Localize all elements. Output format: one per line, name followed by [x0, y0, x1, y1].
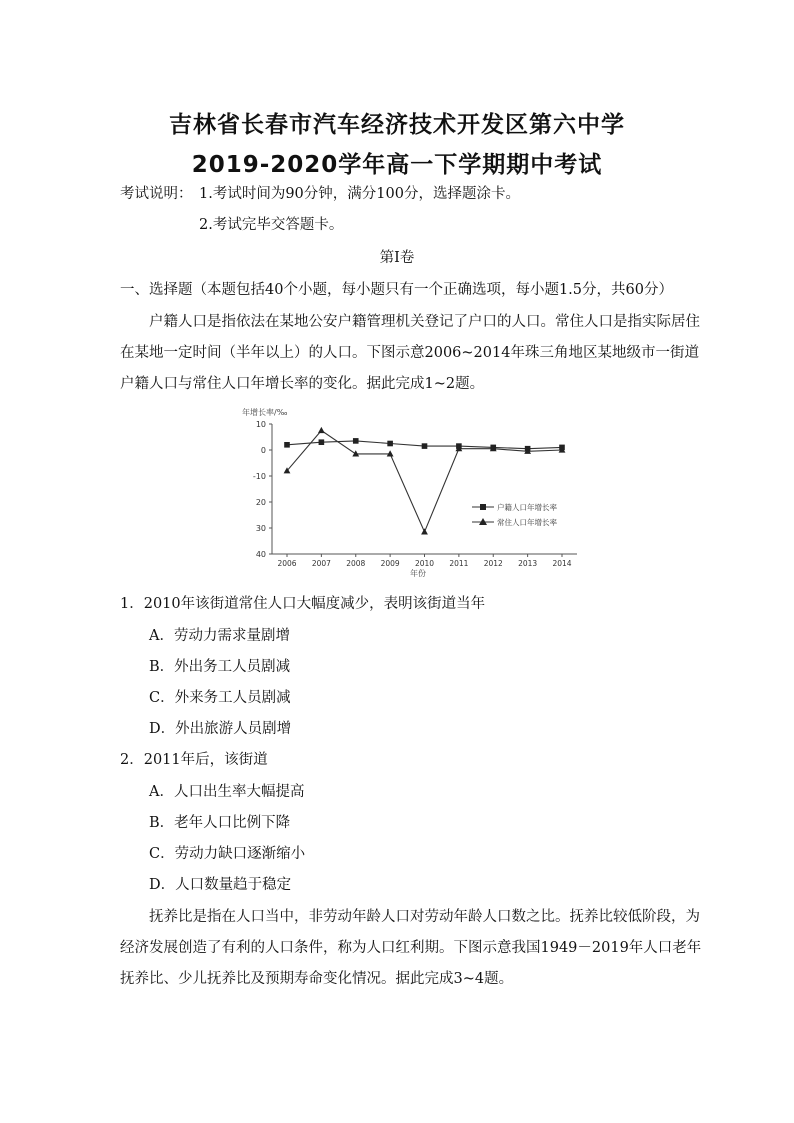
x-tick-label: 2009: [380, 559, 400, 568]
passage2-line-2: 经济发展创造了有利的人口条件，称为人口红利期。下图示意我国1949－2019年人口老年: [120, 940, 702, 956]
x-tick-label: 2008: [346, 559, 366, 568]
x-tick-label: 2013: [518, 559, 538, 568]
chart-xlabel: 年份: [410, 569, 426, 578]
data-point-household: [387, 441, 393, 447]
chart-svg: [232, 404, 592, 584]
legend-label-household: 户籍人口年增长率: [497, 503, 557, 512]
page-subtitle: 2019-2020学年高一下学期期中考试: [191, 152, 603, 178]
question-1-stem: 1．2010年该街道常住人口大幅度减少，表明该街道当年: [120, 596, 486, 612]
passage1-line-2: 在某地一定时间（半年以上）的人口。下图示意2006~2014年珠三角地区某地级市一街道: [120, 345, 699, 361]
legend-square-marker: [480, 504, 486, 510]
question-2-stem: 2．2011年后，该街道: [120, 752, 268, 768]
passage2-line-3: 抚养比、少儿抚养比及预期寿命变化情况。据此完成3~4题。: [120, 971, 514, 987]
x-tick-label: 2014: [552, 559, 572, 568]
question-1-option-c[interactable]: C．外来务工人员剧减: [149, 690, 291, 706]
y-tick-label: 30: [255, 524, 266, 533]
section-heading: 一、选择题（本题包括40个小题，每小题只有一个正确选项，每小题1.5分，共60分）: [120, 282, 673, 298]
data-point-household: [319, 439, 325, 445]
y-tick-label: 10: [255, 420, 266, 429]
question-2-option-c[interactable]: C．劳动力缺口逐渐缩小: [149, 846, 306, 862]
data-point-household: [284, 442, 290, 448]
chart-ylabel: 年增长率/‰: [242, 408, 288, 417]
x-tick-label: 2012: [483, 559, 503, 568]
question-2-option-a[interactable]: A．人口出生率大幅提高: [149, 784, 305, 800]
page-title: 吉林省长春市汽车经济技术开发区第六中学: [169, 112, 625, 138]
passage2-line-1: 抚养比是指在人口当中，非劳动年龄人口对劳动年龄人口数之比。抚养比较低阶段，为: [149, 909, 700, 925]
question-2-option-d[interactable]: D．人口数量趋于稳定: [149, 877, 292, 893]
x-tick-label: 2010: [414, 559, 435, 568]
y-tick-label: 40: [255, 550, 266, 559]
legend-label-resident: 常住人口年增长率: [497, 518, 557, 527]
population-growth-chart: [232, 404, 592, 584]
y-tick-label: 20: [255, 498, 266, 507]
question-1-option-b[interactable]: B．外出务工人员剧减: [149, 659, 291, 675]
passage1-line-3: 户籍人口与常住人口年增长率的变化。据此完成1~2题。: [120, 376, 485, 392]
x-tick-label: 2007: [311, 559, 331, 568]
instruction-item-2: 2.考试完毕交答题卡。: [199, 217, 344, 233]
instructions-label: 考试说明：: [120, 186, 193, 202]
x-tick-label: 2011: [449, 559, 469, 568]
question-2-option-b[interactable]: B．老年人口比例下降: [149, 815, 291, 831]
data-point-household: [422, 443, 428, 449]
y-tick-label: -10: [252, 472, 266, 481]
passage1-line-1: 户籍人口是指依法在某地公安户籍管理机关登记了户口的人口。常住人口是指实际居住: [149, 314, 700, 330]
question-1-option-a[interactable]: A．劳动力需求量剧增: [149, 628, 290, 644]
x-tick-label: 2006: [277, 559, 297, 568]
data-point-household: [353, 438, 359, 444]
y-tick-label: 0: [260, 446, 266, 455]
volume-label: 第Ⅰ卷: [379, 250, 415, 266]
data-point-resident: [318, 427, 325, 433]
instruction-item-1: 1.考试时间为90分钟，满分100分，选择题涂卡。: [199, 186, 520, 202]
data-point-resident: [421, 528, 428, 534]
question-1-option-d[interactable]: D．外出旅游人员剧增: [149, 721, 292, 737]
